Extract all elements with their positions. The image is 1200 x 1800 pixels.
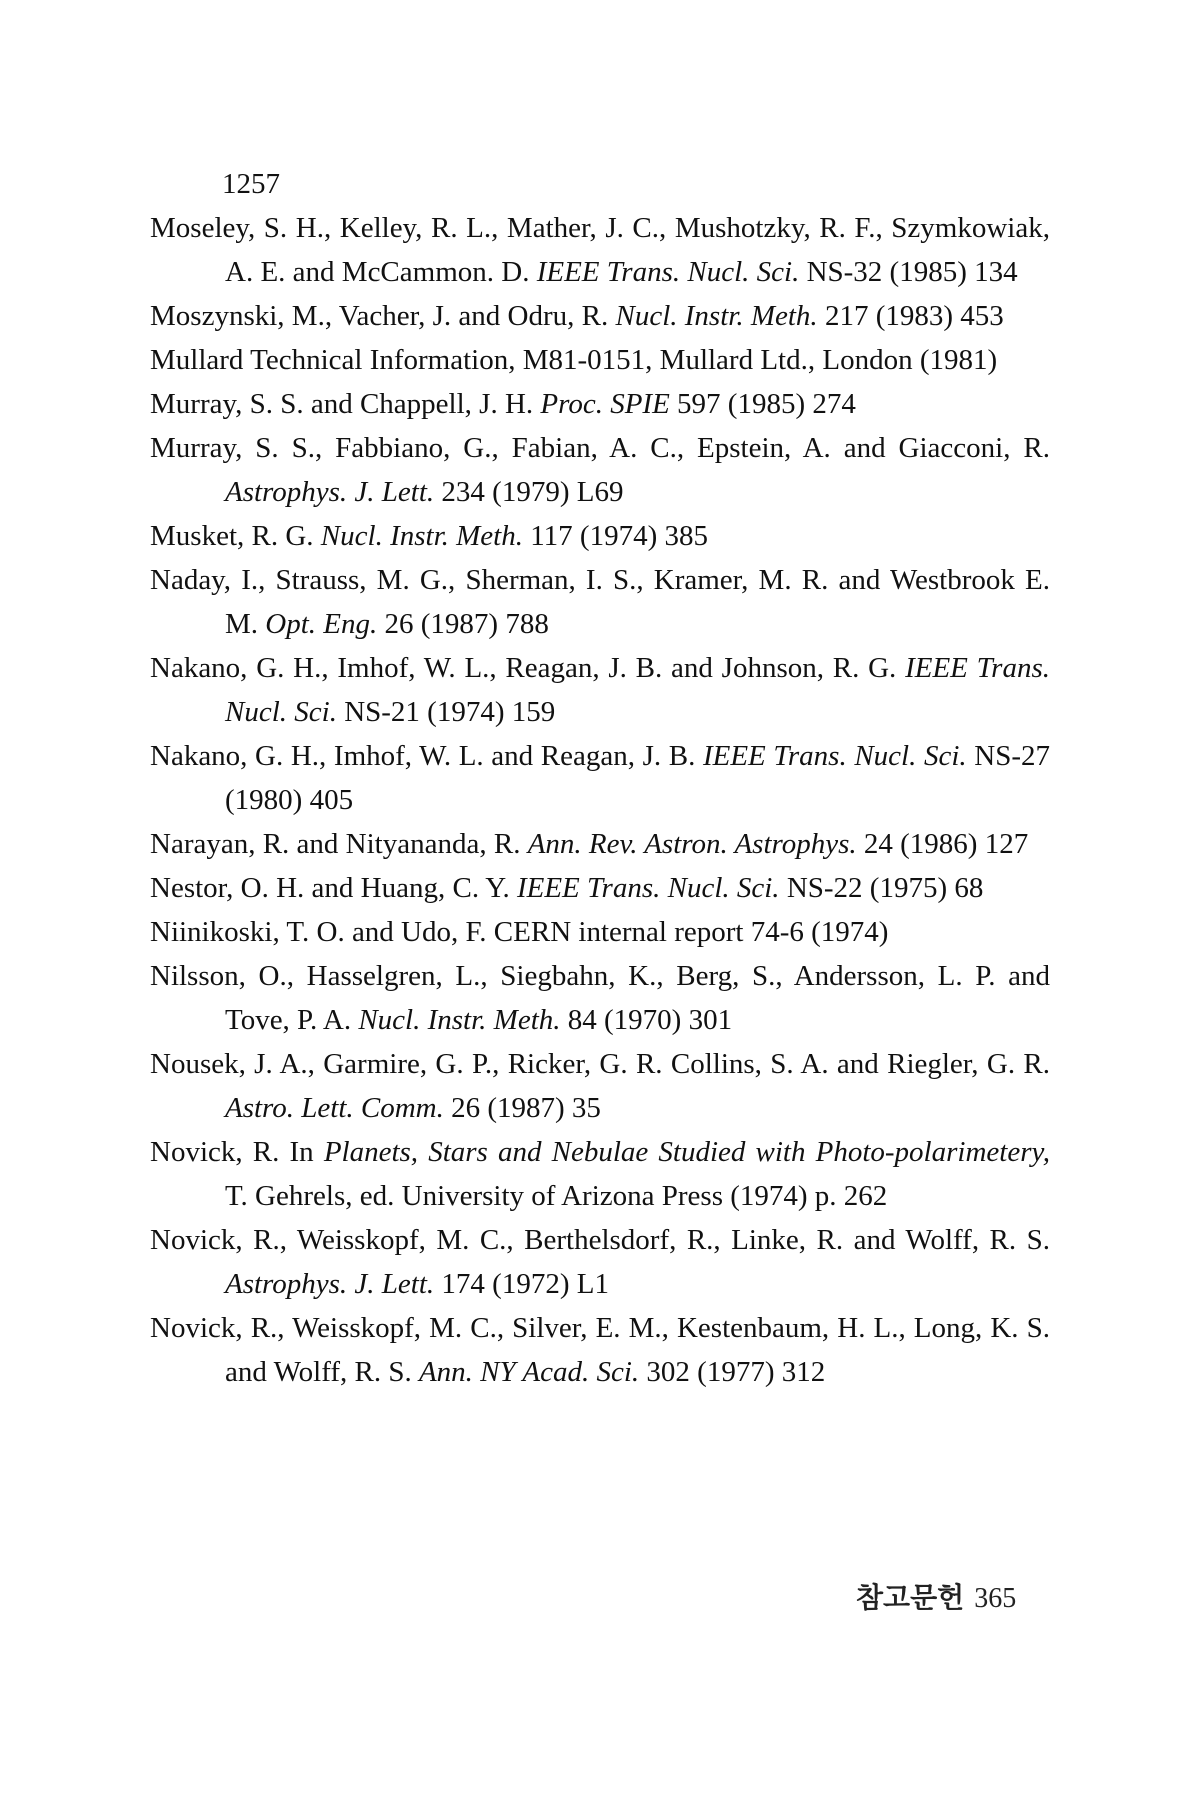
- reference-text: Novick, R., Weisskopf, M. C., Berthelsdorf, R., Linke, R. and Wolff, R. S.: [150, 1224, 1050, 1256]
- reference-text: 597 (1985) 274: [669, 388, 856, 420]
- reference-entry: [150, 910, 1050, 954]
- journal-title: Astrophys. J. Lett.: [225, 476, 435, 508]
- reference-entry: [150, 338, 1050, 382]
- reference-entry: [150, 558, 1050, 646]
- reference-text: NS-32 (1985) 134: [799, 256, 1018, 288]
- reference-entry: [150, 954, 1050, 1042]
- reference-text: Musket, R. G.: [150, 520, 321, 552]
- reference-text: Nestor, O. H. and Huang, C. Y.: [150, 872, 517, 904]
- journal-title: Ann. NY Acad. Sci.: [418, 1356, 640, 1388]
- reference-entry: [150, 206, 1050, 294]
- reference-text: 84 (1970) 301: [560, 1004, 733, 1036]
- reference-text: Murray, S. S., Fabbiano, G., Fabian, A. C., Epstein, A. and Giacconi, R.: [150, 432, 1050, 464]
- reference-entry: [150, 646, 1050, 734]
- journal-title: Astro. Lett. Comm.: [225, 1092, 444, 1124]
- reference-text: Murray, S. S. and Chappell, J. H.: [150, 388, 541, 420]
- journal-title: Astrophys. J. Lett.: [225, 1268, 435, 1300]
- reference-text: Nilsson, O., Hasselgren, L., Siegbahn, K., Berg, S., Andersson, L. P. and Tove, P. A.: [150, 960, 1050, 1036]
- reference-entry: [150, 1042, 1050, 1130]
- reference-text: Narayan, R. and Nityananda, R.: [150, 828, 528, 860]
- reference-text: Nousek, J. A., Garmire, G. P., Ricker, G. R. Collins, S. A. and Riegler, G. R.: [150, 1048, 1050, 1080]
- journal-title: Planets, Stars and Nebulae Studied with Photo-polarimetery,: [323, 1136, 1050, 1168]
- page-number: 365: [974, 1583, 1017, 1614]
- reference-text: Novick, R., Weisskopf, M. C., Silver, E. M., Kestenbaum, H. L., Long, K. S. and Wolff, R. S.: [150, 1312, 1050, 1388]
- reference-entry: [150, 294, 1050, 338]
- journal-title: Proc. SPIE: [540, 388, 670, 420]
- journal-title: IEEE Trans. Nucl. Sci.: [702, 740, 967, 772]
- reference-text: 302 (1977) 312: [639, 1356, 826, 1388]
- reference-entry: [150, 1218, 1050, 1306]
- reference-text: Mullard Technical Information, M81-0151, Mullard Ltd., London (1981): [150, 344, 998, 376]
- journal-title: Nucl. Instr. Meth.: [320, 520, 523, 552]
- reference-text: 174 (1972) L1: [434, 1268, 609, 1300]
- reference-text: 24 (1986) 127: [856, 828, 1029, 860]
- reference-page: [150, 162, 1050, 1394]
- reference-entry: [150, 426, 1050, 514]
- reference-text: 234 (1979) L69: [434, 476, 624, 508]
- section-label: 참고문헌: [856, 1581, 965, 1614]
- journal-title: Ann. Rev. Astron. Astrophys.: [527, 828, 857, 860]
- reference-text: 26 (1987) 788: [377, 608, 549, 640]
- reference-entry: [150, 822, 1050, 866]
- page-footer: [856, 1578, 1016, 1619]
- reference-text: NS-21 (1974) 159: [336, 696, 556, 728]
- journal-title: Opt. Eng.: [265, 608, 378, 640]
- reference-text: Novick, R. In: [150, 1136, 324, 1168]
- reference-text: NS-27 (1980) 405: [225, 740, 1050, 816]
- reference-entry: [150, 1306, 1050, 1394]
- reference-text: 26 (1987) 35: [443, 1092, 601, 1124]
- journal-title: IEEE Trans. Nucl. Sci.: [225, 652, 1050, 728]
- journal-title: IEEE Trans. Nucl. Sci.: [516, 872, 780, 904]
- reference-text: Moseley, S. H., Kelley, R. L., Mather, J. C., Mushotzky, R. F., Szymkowiak, A. E. and McCammon. D.: [150, 212, 1050, 288]
- reference-entry: [150, 734, 1050, 822]
- reference-text: 117 (1974) 385: [522, 520, 708, 552]
- reference-text: T. Gehrels, ed. University of Arizona Press (1974) p. 262: [225, 1180, 888, 1212]
- reference-text: 217 (1983) 453: [817, 300, 1004, 332]
- reference-text: Nakano, G. H., Imhof, W. L., Reagan, J. B. and Johnson, R. G.: [150, 652, 906, 684]
- reference-text: NS-22 (1975) 68: [779, 872, 984, 904]
- reference-text: Niinikoski, T. O. and Udo, F. CERN internal report 74-6 (1974): [150, 916, 889, 948]
- journal-title: IEEE Trans. Nucl. Sci.: [536, 256, 800, 288]
- reference-text: Moszynski, M., Vacher, J. and Odru, R.: [150, 300, 616, 332]
- reference-entry: [150, 1130, 1050, 1218]
- reference-entry: [150, 382, 1050, 426]
- reference-entry: [150, 514, 1050, 558]
- reference-list: [150, 206, 1050, 1394]
- reference-text: Naday, I., Strauss, M. G., Sherman, I. S., Kramer, M. R. and Westbrook E. M.: [150, 564, 1050, 640]
- reference-entry: [150, 866, 1050, 910]
- continued-page-number: 1257: [222, 168, 280, 200]
- journal-title: Nucl. Instr. Meth.: [358, 1004, 561, 1036]
- reference-text: Nakano, G. H., Imhof, W. L. and Reagan, J. B.: [150, 740, 703, 772]
- journal-title: Nucl. Instr. Meth.: [615, 300, 818, 332]
